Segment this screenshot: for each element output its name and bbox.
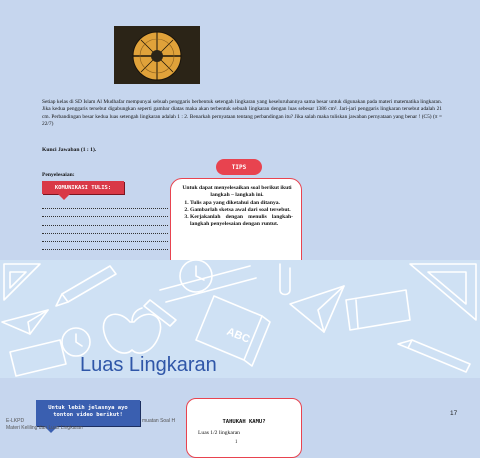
answer-lines[interactable]: [42, 201, 168, 250]
ruler-icon: [160, 266, 250, 290]
formula-fraction: 1/2: [210, 430, 218, 436]
formula-label: Luas: [198, 430, 209, 436]
tips-list: [181, 200, 293, 228]
answer-line[interactable]: [42, 201, 168, 209]
footer-left: [6, 418, 83, 432]
formula-text: [198, 430, 240, 436]
banner-title: Luas Lingkaran: [80, 354, 217, 376]
did-you-know-title: TAHUKAH KAMU?: [222, 419, 266, 425]
paperclip-icon: [280, 264, 290, 295]
page-number: 17: [450, 410, 458, 417]
pencil-icon-3: [408, 340, 470, 372]
answer-line[interactable]: [42, 234, 168, 242]
did-you-know-box: [186, 398, 302, 458]
formula-rest: lingkaran: [218, 430, 240, 436]
protractor-illustration: [114, 26, 200, 84]
answer-line[interactable]: [42, 209, 168, 217]
topic-banner: [0, 260, 480, 378]
tips-box: [170, 178, 302, 273]
abc-book-label: ABC: [224, 325, 252, 346]
tips-intro: Untuk dapat menyelesaikan soal berikut ikuti langkah – langkah ini.: [182, 185, 292, 198]
footer-topic: Materi Keliling dan Luas Lingkaran: [6, 425, 83, 431]
formula-trailing-numerator: 1: [235, 440, 238, 445]
tips-item: 3. Kerjakanlah dengan menulis langkah-langkah penyelesaian dengan runtut.: [190, 214, 293, 228]
notebook-icon: [346, 290, 410, 330]
communicate-banner: KOMUNIKASI TULIS:: [42, 181, 124, 194]
pencil-icon: [62, 266, 116, 302]
answer-line[interactable]: [42, 217, 168, 225]
tips-badge: TIPS: [216, 159, 262, 175]
answer-key: Kunci Jawaban (1 : 1).: [42, 147, 97, 153]
answer-line[interactable]: [42, 242, 168, 250]
answer-line[interactable]: [42, 226, 168, 234]
protractor-photo: [114, 26, 200, 84]
problem-paragraph: Setiap kelas di SD Islam Al Mudhafar mempunyai sebuah penggaris berbentuk setengah lingkaran yang keseluruhannya sama besar untuk digunakan pada materi matematika lingkaran. Jika kedua penggaris tersebut digabungkan seperti gambar diatas maka akan terbentuk sebuah lingkaran dengan luas sebesar 1386 cm². Jari-jari penggaris lingkaran tersebut adalah 21 cm. Perbandingan besar kedua luas setengah lingkaran adalah 1 : 2. Benarkah pernyataan tentang perbandingan itu? Jika salah maka tuliskan jawaban pernyataan yang benar ! (C5) (π = 22/7): [42, 99, 442, 128]
tips-item: 2. Gambarlah sketsa awal dari soal tersebut.: [190, 207, 293, 214]
video-callout-line-1: Untuk lebih jelasnya ayo: [48, 405, 128, 411]
solution-label: Penyelesaian:: [42, 172, 75, 178]
tips-item: 1. Tulis apa yang diketahui dan ditanya.: [190, 200, 293, 207]
footer-doc-label: E-LKPD: [6, 418, 25, 424]
communicate-banner-tail: [58, 194, 70, 200]
footer-mid: muatan Soal H: [142, 418, 176, 424]
book-icon: [10, 340, 66, 376]
video-callout-line-2: tonton video berikut!: [53, 412, 123, 418]
school-supplies-illustration: [0, 260, 480, 378]
